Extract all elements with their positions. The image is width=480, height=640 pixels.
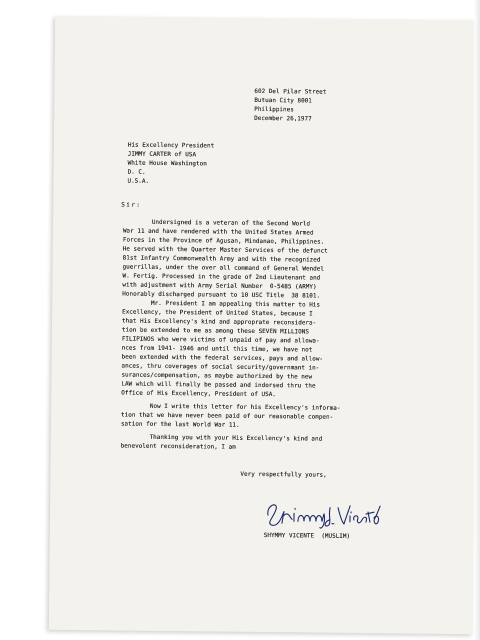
body-line: Honorably discharged pursuant to 10 USC Title 38 8101.	[122, 291, 321, 300]
recipient-line: JIMMY CARTER of USA	[127, 151, 197, 159]
recipient-line: D. C.	[127, 169, 146, 176]
scan-edge	[474, 0, 480, 640]
address-line: Philippines	[254, 106, 294, 114]
body-line: tion that we have never been paid of our reasonable compen-	[121, 412, 334, 421]
recipient-line: U.S.A.	[127, 178, 150, 185]
body-line: Mr. President I am appealing this matter to His	[122, 300, 321, 309]
handwritten-signature	[264, 493, 384, 534]
body-line: ances, thru coverages of social security/governmant in-	[121, 363, 320, 372]
body-line: He served with the Quarter Master Services of the defunct	[122, 246, 328, 255]
body-line: LAW which will finally be passed and indorsed thru the	[121, 381, 316, 390]
recipient-line: White House Washington	[127, 160, 207, 168]
body-line: sation for the last World War 11.	[120, 421, 240, 429]
body-line: benevolent reconsideration, I am	[120, 443, 236, 451]
recipient-line: His Excellency President	[127, 142, 215, 150]
body-line: Now I write this letter for his Excellency's informa-	[121, 403, 341, 412]
body-line: with adjustment with Army Serial Number 0-5485 (ARMY)	[122, 282, 317, 291]
body-line: surances/compensation, as maybe authorized by the new	[121, 372, 313, 381]
body-line: nces from 1941- 1946 and until this time, we have not	[121, 345, 313, 354]
address-date: December 26,1977	[254, 115, 312, 123]
body-line: Office of His Excellency, President of USA.	[121, 390, 276, 399]
letter-page	[49, 16, 479, 634]
body-line: guerrillas, under the over all command of General Wendel	[122, 264, 325, 273]
body-line: Excellency, the President of United States, because I	[122, 309, 313, 318]
address-line: Butuan City 8001	[254, 97, 312, 105]
body-line: FILIPINOS who were victims of unpaid of pay and allowa-	[121, 336, 320, 345]
address-line: 602 Del Pilar Street	[254, 88, 327, 96]
closing: Very respectfully yours,	[240, 471, 327, 479]
body-line: Forces in the Province of Agusan, Mindanao, Philippines.	[122, 237, 325, 246]
body-line: been extended with the federal services, pays and allow-	[121, 354, 324, 363]
body-line: Undersigned is a veteran of the Second World	[123, 219, 311, 228]
body-line: Thanking you with your His Excellency's kind and	[120, 434, 323, 443]
salutation: Sir:	[121, 202, 142, 209]
body-line: W. Fertig. Processed in the grade of 2nd Lieutenant and	[122, 273, 321, 282]
body-line: War 11 and have rendered with the United States Armed	[122, 228, 314, 237]
signer-name: SHYMMY VICENTE (MUSLIM)	[263, 533, 351, 540]
body-line: 81st Infantry Commonwealth Army and with the recognized	[122, 255, 321, 264]
body-line: that His Excellency's kind and approprate reconsidera-	[121, 318, 317, 327]
body-line: tion be extended to me as among these SEVEN MILLIONS	[121, 327, 309, 336]
